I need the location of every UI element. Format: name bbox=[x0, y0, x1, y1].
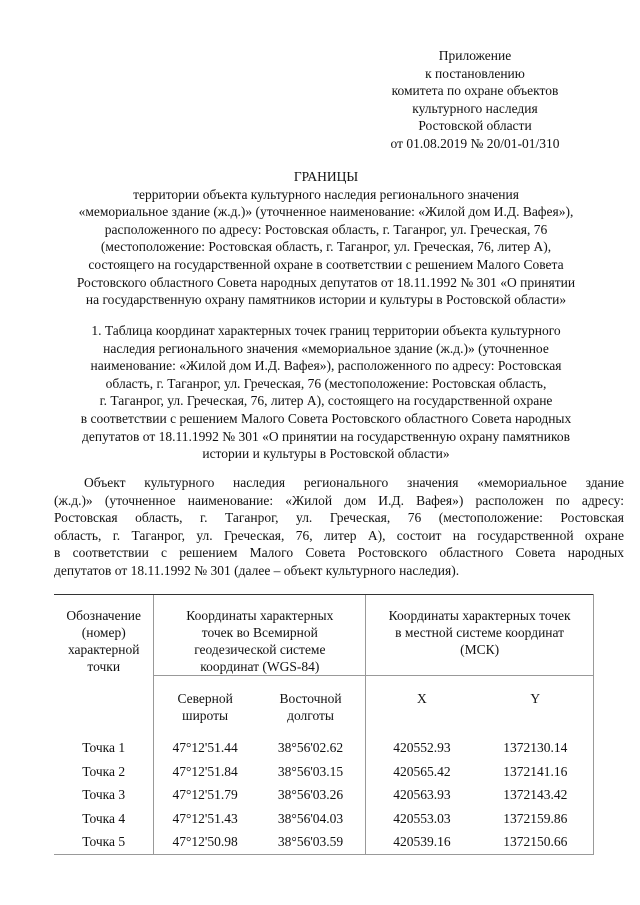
header-north-latitude bbox=[154, 676, 256, 737]
header-y: Y bbox=[478, 676, 594, 737]
table-row bbox=[54, 760, 594, 784]
header-text: Северной bbox=[177, 691, 233, 706]
header-text: широты bbox=[182, 708, 229, 723]
section-line: наследия регионального значения «мемориальное здание (ж.д.)» (уточненное bbox=[103, 340, 549, 356]
object-description-paragraph bbox=[54, 474, 624, 580]
header-text: (номер) bbox=[81, 625, 126, 640]
point-latitude: 47°12'51.44 bbox=[154, 736, 256, 760]
section-line: наименование: «Жилой дом И.Д. Вафея»), расположенного по адресу: Ростовская bbox=[90, 358, 562, 374]
header-text: Обозначение bbox=[66, 608, 142, 623]
point-y: 1372150.66 bbox=[478, 830, 594, 854]
point-name: Точка 1 bbox=[82, 740, 126, 755]
header-text: Координаты характерных bbox=[186, 608, 334, 623]
point-longitude: 38°56'03.26 bbox=[277, 787, 344, 802]
point-x: 420539.16 bbox=[366, 830, 478, 854]
table-row bbox=[54, 783, 594, 807]
title-line: (местоположение: Ростовская область, г. Таганрог, ул. Греческая, 76, литер А), bbox=[100, 239, 552, 255]
point-name: Точка 3 bbox=[82, 787, 126, 802]
point-y: 1372130.14 bbox=[478, 736, 594, 760]
title-line: расположенного по адресу: Ростовская область, г. Таганрог, ул. Греческая, 76 bbox=[104, 221, 548, 237]
section-line: в соответствии с решением Малого Совета Ростовского областного Совета народных bbox=[80, 410, 572, 426]
header-wgs84 bbox=[154, 595, 366, 676]
header-msk bbox=[366, 595, 594, 676]
point-latitude: 47°12'50.98 bbox=[154, 830, 256, 854]
section-line: область, г. Таганрог, ул. Греческая, 76 (местоположение: Ростовская область, bbox=[105, 375, 547, 391]
header-text: координат (WGS-84) bbox=[200, 659, 320, 674]
document-title-block bbox=[40, 168, 612, 309]
point-x: 420553.03 bbox=[366, 807, 478, 831]
header-text: в местной системе координат bbox=[395, 625, 565, 640]
header-text: точек во Всемирной bbox=[201, 625, 318, 640]
section-line: 1. Таблица координат характерных точек границ территории объекта культурного bbox=[91, 323, 561, 338]
coordinates-table bbox=[54, 594, 594, 855]
section-line: депутатов от 18.11.1992 № 301 «О принятии на государственную охрану памятников bbox=[82, 428, 570, 444]
appendix-line: Ростовской области bbox=[418, 118, 532, 133]
header-text: геодезической системе bbox=[194, 642, 326, 657]
table-row bbox=[54, 736, 594, 760]
appendix-block bbox=[330, 47, 620, 152]
point-longitude: 38°56'04.03 bbox=[277, 810, 344, 826]
header-text: (МСК) bbox=[460, 642, 500, 657]
point-x: 420552.93 bbox=[366, 736, 478, 760]
point-name: Точка 4 bbox=[82, 810, 126, 826]
appendix-line: Приложение bbox=[438, 48, 512, 63]
appendix-line: комитета по охране объектов bbox=[391, 83, 559, 98]
table-header-row bbox=[54, 595, 594, 676]
table-row bbox=[54, 807, 594, 831]
section-1-heading bbox=[40, 322, 612, 463]
document-heading: ГРАНИЦЫ bbox=[293, 169, 359, 184]
appendix-line: культурного наследия bbox=[412, 100, 538, 116]
appendix-line: к постановлению bbox=[425, 65, 525, 81]
point-longitude: 38°56'03.15 bbox=[277, 763, 344, 779]
title-line: состоящего на государственной охране в соответствии с решением Малого Совета bbox=[88, 256, 564, 272]
point-y: 1372143.42 bbox=[478, 783, 594, 807]
point-latitude: 47°12'51.43 bbox=[154, 807, 256, 831]
point-y: 1372141.16 bbox=[478, 760, 594, 784]
point-name: Точка 5 bbox=[54, 830, 154, 854]
point-latitude: 47°12'51.79 bbox=[154, 783, 256, 807]
header-east-longitude bbox=[256, 676, 366, 737]
header-text: точки bbox=[87, 659, 121, 674]
paragraph-line: (ж.д.)» (уточненное наименование: «Жилой дом И.Д. Вафея») расположен по адресу: bbox=[54, 492, 624, 508]
point-latitude: 47°12'51.84 bbox=[154, 760, 256, 784]
title-line: «мемориальное здание (ж.д.)» (уточненное наименование: «Жилой дом И.Д. Вафея»), bbox=[78, 204, 574, 220]
header-text: Восточной bbox=[279, 691, 342, 706]
point-name: Точка 2 bbox=[82, 763, 126, 779]
point-longitude: 38°56'03.59 bbox=[256, 830, 366, 854]
header-x: X bbox=[366, 676, 478, 737]
point-x: 420565.42 bbox=[366, 760, 478, 784]
section-line: г. Таганрог, ул. Греческая, 76, литер А), состоящего на государственной охране bbox=[99, 393, 553, 409]
section-line: истории и культуры в Ростовской области» bbox=[202, 446, 450, 462]
appendix-line: от 01.08.2019 № 20/01-01/310 bbox=[390, 135, 560, 151]
paragraph-line: Ростовская область, г. Таганрог, ул. Греческая, 76 (местоположение: Ростовская bbox=[54, 510, 624, 526]
paragraph-line: область, г. Таганрог, ул. Греческая, 76, литер А), состоит на государственной охране bbox=[54, 527, 624, 543]
header-text: характерной bbox=[67, 642, 140, 657]
point-y: 1372159.86 bbox=[478, 807, 594, 831]
point-x: 420563.93 bbox=[366, 783, 478, 807]
paragraph-line: Объект культурного наследия регионального значения «мемориальное здание bbox=[84, 475, 624, 490]
point-longitude: 38°56'02.62 bbox=[277, 740, 344, 755]
title-line: на государственную охрану памятников истории и культуры в Ростовской области» bbox=[85, 292, 567, 308]
title-line: территории объекта культурного наследия регионального значения bbox=[133, 186, 519, 202]
table-row bbox=[54, 830, 594, 854]
paragraph-line: в соответствии с решением Малого Совета Ростовского областного Совета народных bbox=[54, 545, 624, 561]
header-text: Координаты характерных точек bbox=[388, 608, 571, 623]
paragraph-line: депутатов от 18.11.1992 № 301 (далее – объект культурного наследия). bbox=[54, 562, 460, 578]
title-line: Ростовского областного Совета народных депутатов от 18.11.1992 № 301 «О принятии bbox=[76, 274, 576, 290]
header-point-designation bbox=[54, 595, 154, 737]
header-text: долготы bbox=[287, 708, 334, 723]
